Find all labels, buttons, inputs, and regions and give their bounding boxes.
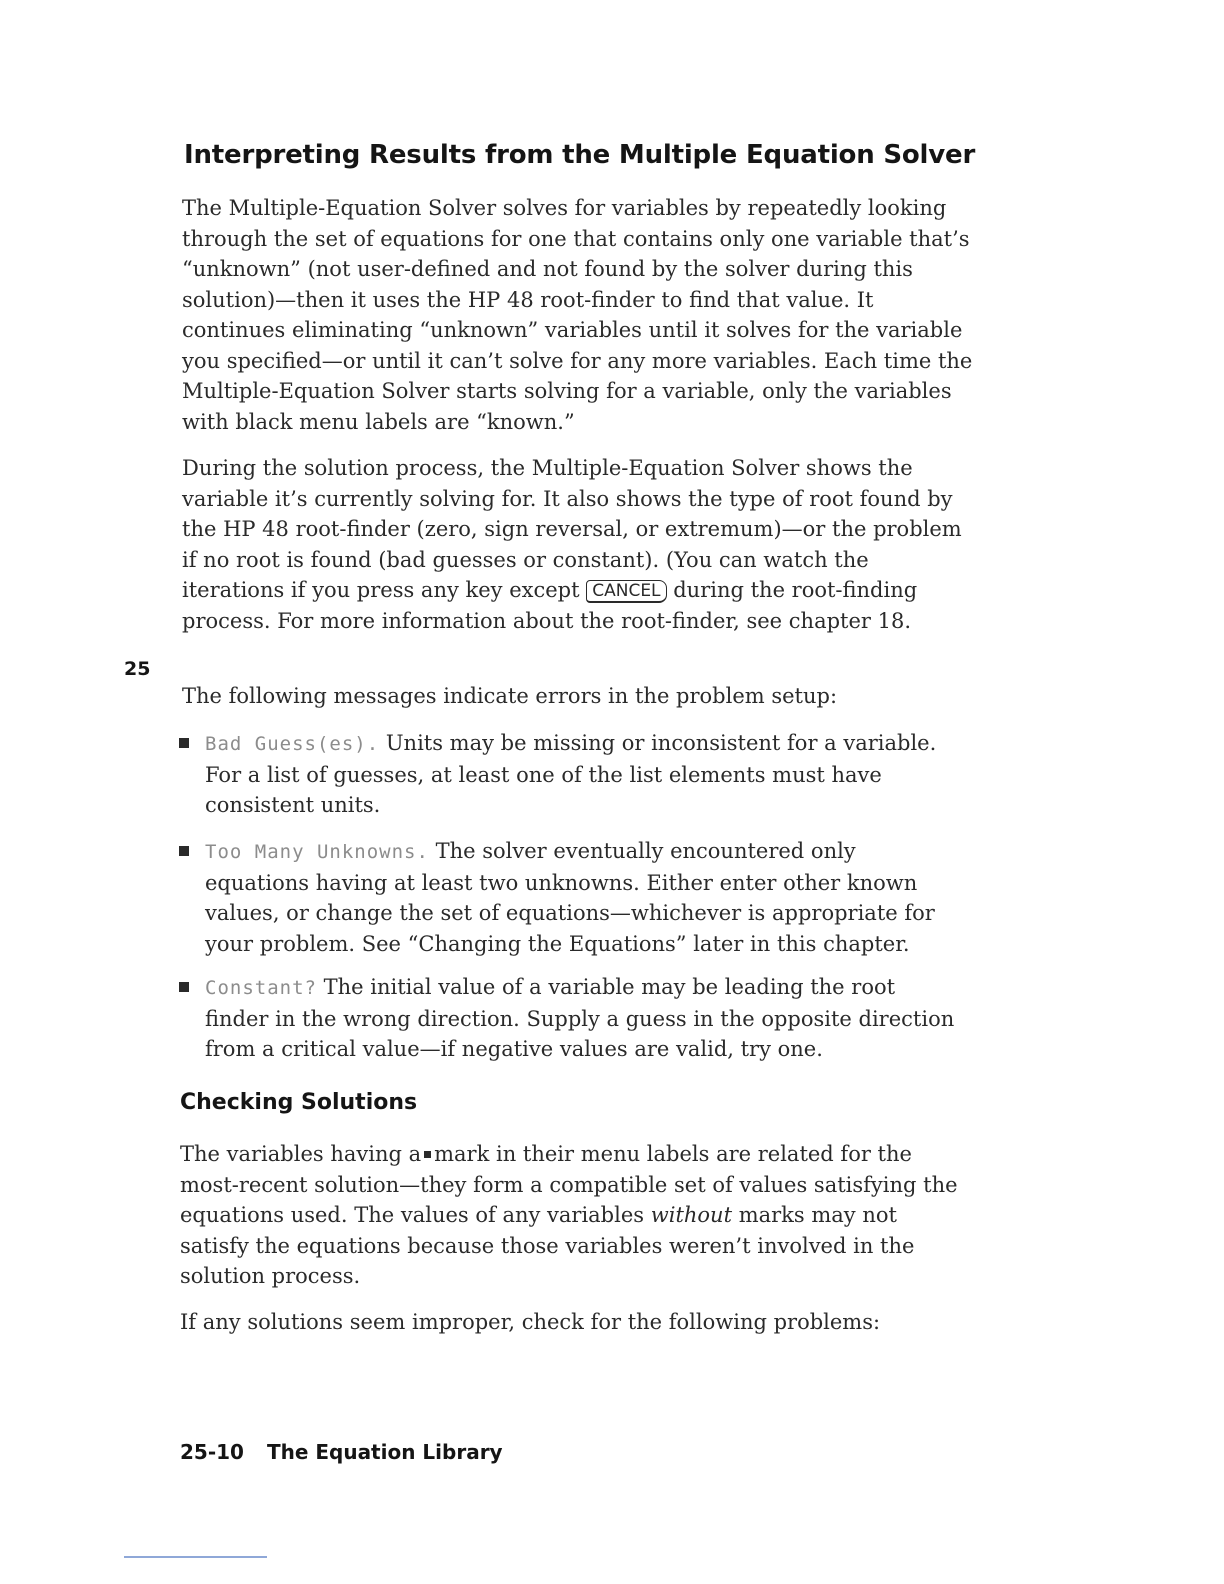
cancel-key: CANCEL	[586, 580, 666, 603]
paragraph-text-middle: mark in their menu labels are related for the most-recent solution—they form a compatible set of values satisfying the equations used. The values of any variables	[180, 1142, 958, 1227]
problems-intro: If any solutions seem improper, check for the following problems:	[180, 1310, 881, 1334]
checking-paragraph	[180, 1139, 970, 1292]
solution-mark-icon	[424, 1151, 431, 1158]
chapter-tab: 25	[124, 658, 151, 680]
error-item	[205, 972, 965, 1065]
solution-process-paragraph	[182, 453, 972, 636]
error-description: The solver eventually encountered only equations having at least two unknowns. Either enter other known values, or change the set of equations—whichever is appropriate for your problem. See “Changing the Equations” later in this chapter.	[205, 839, 935, 956]
page-number: 25-10	[180, 1440, 244, 1464]
error-message: Constant?	[205, 977, 317, 999]
footer-title: The Equation Library	[266, 1440, 503, 1464]
error-message: Bad Guess(es).	[205, 733, 380, 755]
error-description: Units may be missing or inconsistent for a variable. For a list of guesses, at least one of the list elements must have consistent units.	[205, 731, 937, 817]
emphasis-text: without	[650, 1203, 733, 1227]
error-item	[205, 836, 965, 959]
paragraph-text-end: marks may not satisfy the equations because those variables weren’t involved in the solution process.	[180, 1203, 915, 1288]
paragraph-text-start: The variables having a	[180, 1142, 422, 1166]
bullet-icon	[179, 738, 189, 748]
errors-intro: The following messages indicate errors in the problem setup:	[182, 684, 838, 708]
page-title: Interpreting Results from the Multiple Equation Solver	[184, 140, 976, 170]
error-description: The initial value of a variable may be leading the root finder in the wrong direction. Supply a guess in the opposite direction from a critical value—if negative values are valid, try one.	[205, 975, 955, 1061]
edge-divider	[124, 1556, 267, 1558]
error-message: Too Many Unknowns.	[205, 841, 429, 863]
paragraph-text-end: during the root-finding process. For more information about the root-finder, see chapter 18.	[182, 578, 918, 633]
bullet-icon	[179, 982, 189, 992]
bullet-icon	[179, 846, 189, 856]
section-heading: Checking Solutions	[180, 1090, 418, 1115]
intro-paragraph: The Multiple-Equation Solver solves for variables by repeatedly looking through the set of equations for one that contains only one variable that’s “unknown” (not user-defined and not found by the solver during this solution)—then it uses the HP 48 root-finder to find that value. It continues eliminating “unknown” variables until it solves for the variable you specified—or until it can’t solve for any more variables. Each time the Multiple-Equation Solver starts solving for a variable, only the variables with black menu labels are “known.”	[182, 196, 973, 434]
page-footer	[180, 1440, 503, 1464]
error-item	[205, 728, 965, 821]
paragraph-text-start: During the solution process, the Multiple-Equation Solver shows the variable it’s currently solving for. It also shows the type of root found by the HP 48 root-finder (zero, sign reversal, or extremum)—or the problem if no root is found (bad guesses or constant). (You can watch the iterations if you press any key except	[182, 456, 962, 602]
